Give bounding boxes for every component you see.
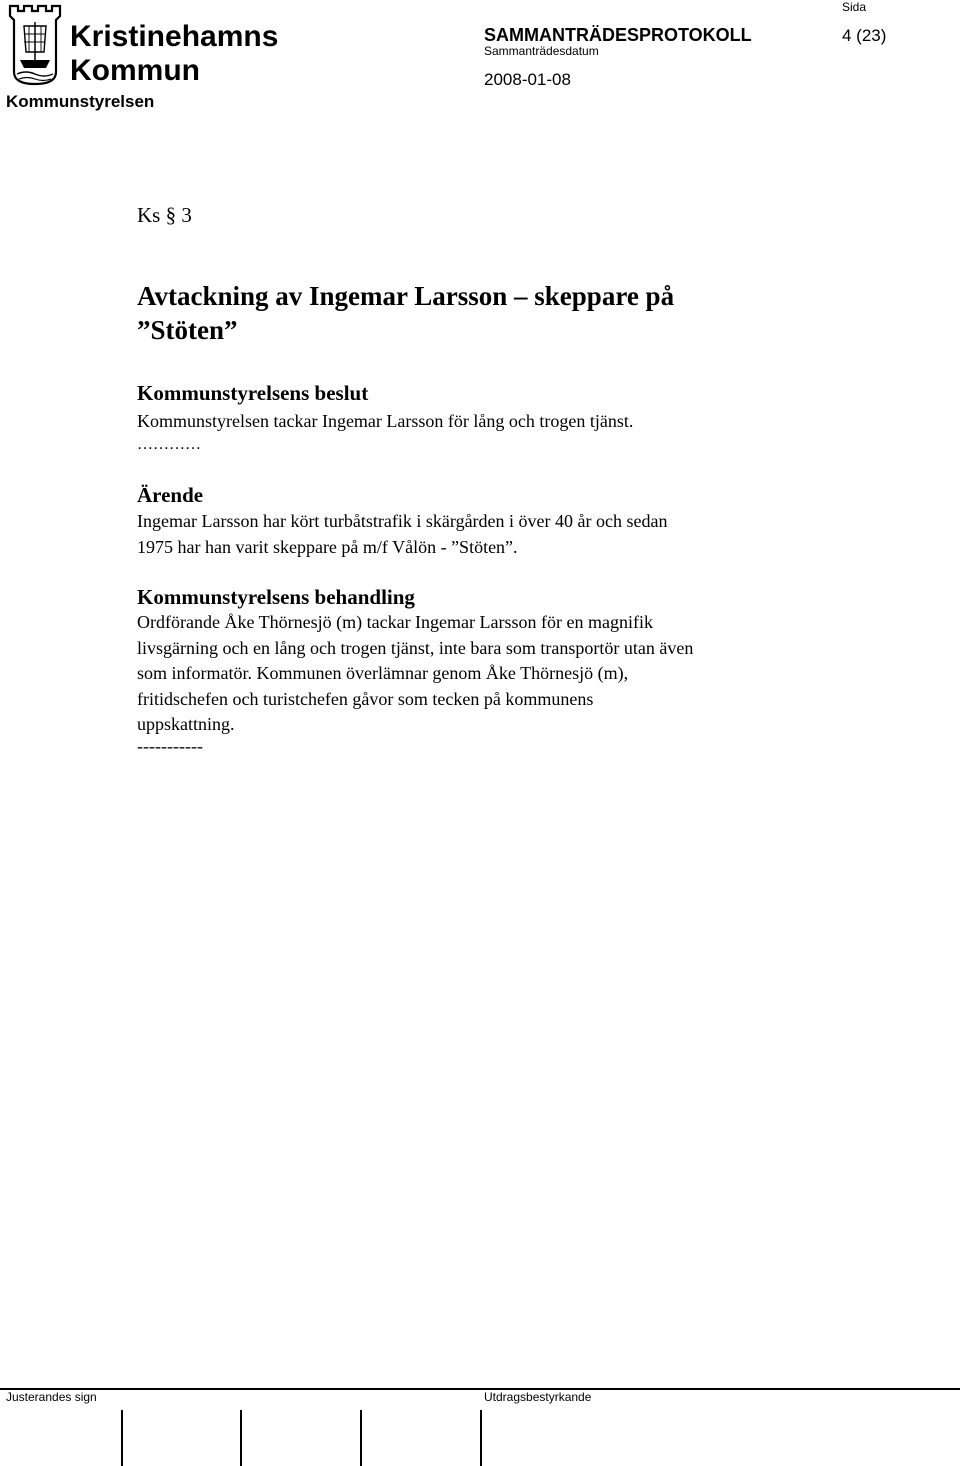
text-line: uppskattning. [137, 714, 235, 734]
logo-text-kommun: Kommun [70, 54, 200, 87]
separator-dots: ………… [137, 436, 201, 453]
text-line: 1975 har han varit skeppare på m/f Vålön - ”Stöten”. [137, 536, 518, 557]
text-line: som informatör. Kommunen överlämnar genom Åke Thörnesjö (m), [137, 663, 629, 683]
protocol-title: SAMMANTRÄDESPROTOKOLL [484, 25, 752, 45]
section-number: Ks § 3 [137, 203, 192, 227]
end-separator: ----------- [137, 736, 203, 756]
extract-certification-label: Utdragsbestyrkande [484, 1390, 592, 1404]
footer-rule [0, 1388, 960, 1390]
decision-text: Kommunstyrelsen tackar Ingemar Larsson för lång och trogen tjänst. [137, 411, 634, 431]
matter-heading: Ärende [137, 483, 204, 507]
signature-divider [240, 1410, 242, 1466]
page-label: Sida [842, 0, 867, 14]
meeting-date-label: Sammanträdesdatum [484, 44, 599, 58]
text-line: livsgärning och en lång och trogen tjänst, inte bara som transportör utan även [137, 637, 694, 658]
document-title [137, 279, 837, 347]
matter-text [137, 509, 667, 560]
treatment-text [137, 610, 693, 738]
meeting-date: 2008-01-08 [484, 70, 571, 89]
municipality-logo [6, 2, 279, 87]
signature-divider [480, 1410, 482, 1466]
coat-of-arms-icon [10, 6, 60, 84]
signature-divider [360, 1410, 362, 1466]
logo-text-kristinehamns: Kristinehamns [70, 20, 279, 53]
title-line: ”Stöten” [137, 315, 238, 345]
signature-divider [121, 1410, 123, 1466]
page-number: 4 (23) [842, 26, 887, 45]
organization-name: Kommunstyrelsen [6, 92, 155, 111]
text-line: fritidschefen och turistchefen gåvor som tecken på kommunens [137, 688, 594, 709]
text-line: Ingemar Larsson har kört turbåtstrafik i skärgården i över 40 år och sedan [137, 511, 668, 531]
decision-heading: Kommunstyrelsens beslut [137, 381, 369, 405]
title-line: Avtackning av Ingemar Larsson – skeppare på [137, 281, 675, 311]
text-line: Ordförande Åke Thörnesjö (m) tackar Ingemar Larsson för en magnifik [137, 612, 653, 632]
signature-label: Justerandes sign [6, 1390, 97, 1404]
treatment-heading: Kommunstyrelsens behandling [137, 585, 415, 609]
